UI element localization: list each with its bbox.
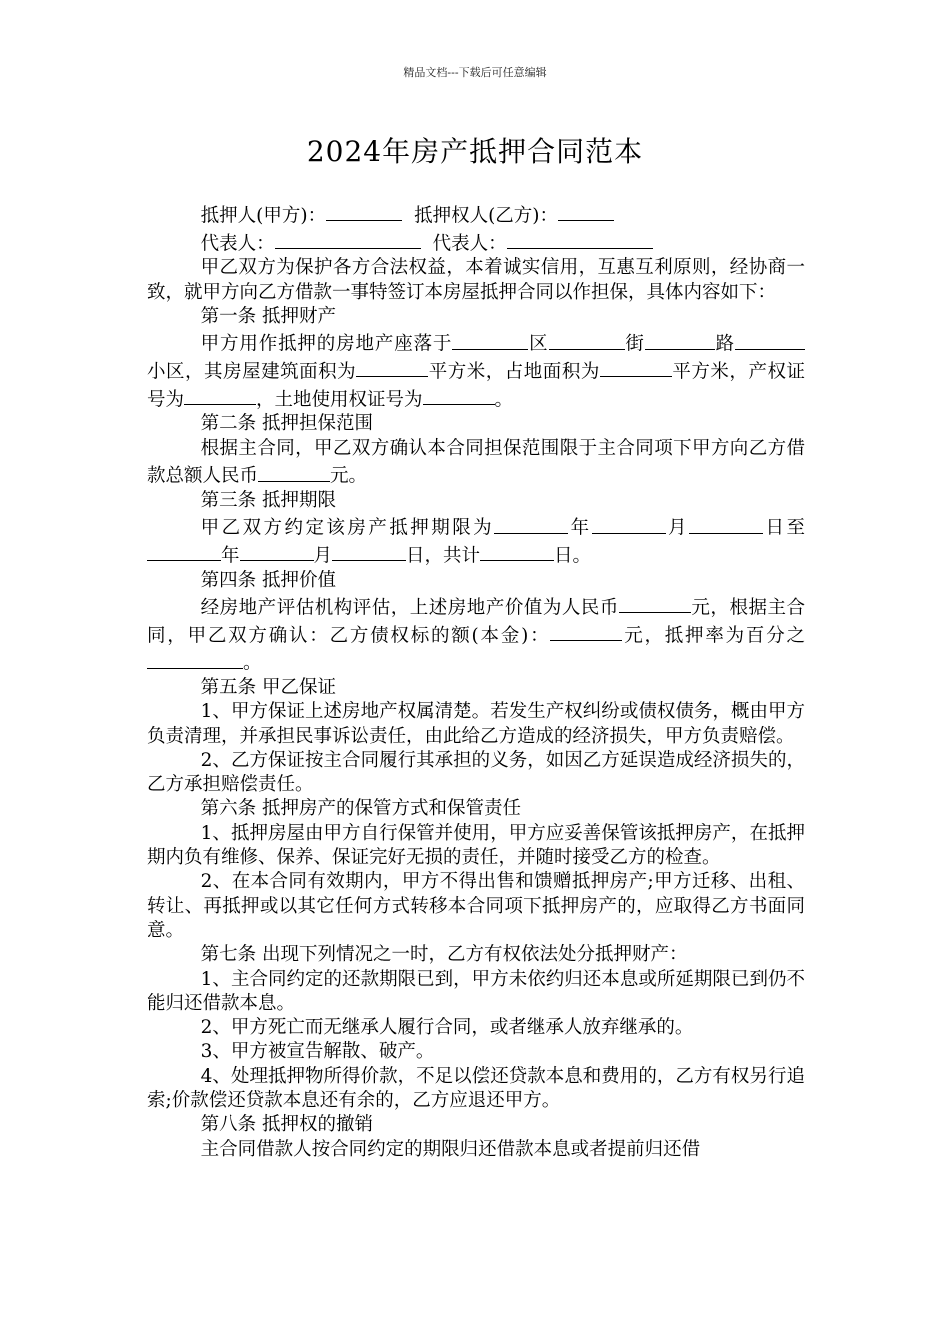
- representative-a-label: 代表人：: [200, 233, 275, 255]
- article-6-title: 第六条 抵押房产的保管方式和保管责任: [200, 798, 522, 820]
- article-8-text: 主合同借款人按合同约定的期限归还借款本息或者提前归还借: [200, 1138, 701, 1160]
- article-3-title: 第三条 抵押期限: [200, 489, 337, 511]
- article-6-item-1: 1、抵押房屋由甲方自行保管并使用，甲方应妥善保管该抵押房产，在抵押期内负有维修、保养、保证完好无损的责任，并随时接受乙方的检查。: [147, 822, 805, 869]
- article-7-item-1: 1、主合同约定的还款期限已到，甲方未依约归还本息或所延期限已到仍不能归还借款本息。: [147, 968, 805, 1014]
- article-5-item-1: 1、甲方保证上述房地产权属清楚。若发生产权纠纷或债权债务，概由甲方负责清理，并承担民事诉讼责任，由此给乙方造成的经济损失，甲方负责赔偿。: [147, 701, 805, 747]
- article-5-item-2: 2、乙方保证按主合同履行其承担的义务，如因乙方延误造成经济损失的，乙方承担赔偿责任。: [147, 749, 805, 796]
- mortgagor-blank: [326, 201, 402, 221]
- contract-body: [147, 201, 805, 1162]
- article-7-title: 第七条 出现下列情况之一时，乙方有权依法处分抵押财产：: [200, 944, 688, 966]
- article-2-text: 根据主合同，甲乙双方确认本合同担保范围限于主合同项下甲方向乙方借款总额人民币 元。: [147, 437, 805, 487]
- article-7-item-3: 3、甲方被宣告解散、破产。: [200, 1041, 435, 1063]
- document-title: 2024年房产抵押合同范本: [306, 135, 644, 168]
- article-5-title: 第五条 甲乙保证: [200, 676, 337, 698]
- intro-paragraph: 甲乙双方为保护各方合法权益，本着诚实信用，互惠互利原则，经协商一致，就甲方向乙方借款一事特签订本房屋抵押合同以作担保，具体内容如下：: [147, 257, 805, 303]
- article-4-title: 第四条 抵押价值: [200, 569, 337, 591]
- mortgagee-label: 抵押权人(乙方)：: [414, 205, 559, 227]
- page-header: 精品文档---下载后可任意编辑: [403, 66, 547, 79]
- article-3-text: 甲乙双方约定该房产抵押期限为 年 月 日至年 月 日，共计 日。: [147, 513, 805, 568]
- article-2-title: 第二条 抵押担保范围: [200, 413, 374, 435]
- article-6-item-2: 2、在本合同有效期内，甲方不得出售和馈赠抵押房产;甲方迁移、出租、转让、再抵押或以其它任何方式转移本合同项下抵押房产的，应取得乙方书面同意。: [147, 871, 805, 941]
- representative-b-blank: [507, 229, 653, 249]
- article-8-title: 第八条 抵押权的撤销: [200, 1114, 374, 1136]
- party-row-1: [147, 201, 805, 229]
- mortgagor-label: 抵押人(甲方)：: [200, 205, 327, 227]
- article-1-title: 第一条 抵押财产: [200, 306, 337, 328]
- article-4-text: 经房地产评估机构评估，上述房地产价值为人民币 元，根据主合同，甲乙双方确认：乙方债权标的额(本金)： 元，抵押率为百分之。: [147, 593, 805, 676]
- mortgagee-blank: [558, 201, 614, 221]
- representative-a-blank: [275, 229, 421, 249]
- article-7-item-4: 4、处理抵押物所得价款，不足以偿还贷款本息和费用的，乙方有权另行追索;价款偿还贷款本息还有余的，乙方应退还甲方。: [147, 1065, 805, 1112]
- representative-b-label: 代表人：: [432, 233, 507, 255]
- party-row-2: [147, 229, 805, 257]
- article-1-text: 甲方用作抵押的房地产座落于 区 街 路小区，其房屋建筑面积为 平方米，占地面积为 平方米，产权证号为 ，土地使用权证号为 。: [147, 329, 805, 412]
- article-7-item-2: 2、甲方死亡而无继承人履行合同，或者继承人放弃继承的。: [200, 1017, 694, 1039]
